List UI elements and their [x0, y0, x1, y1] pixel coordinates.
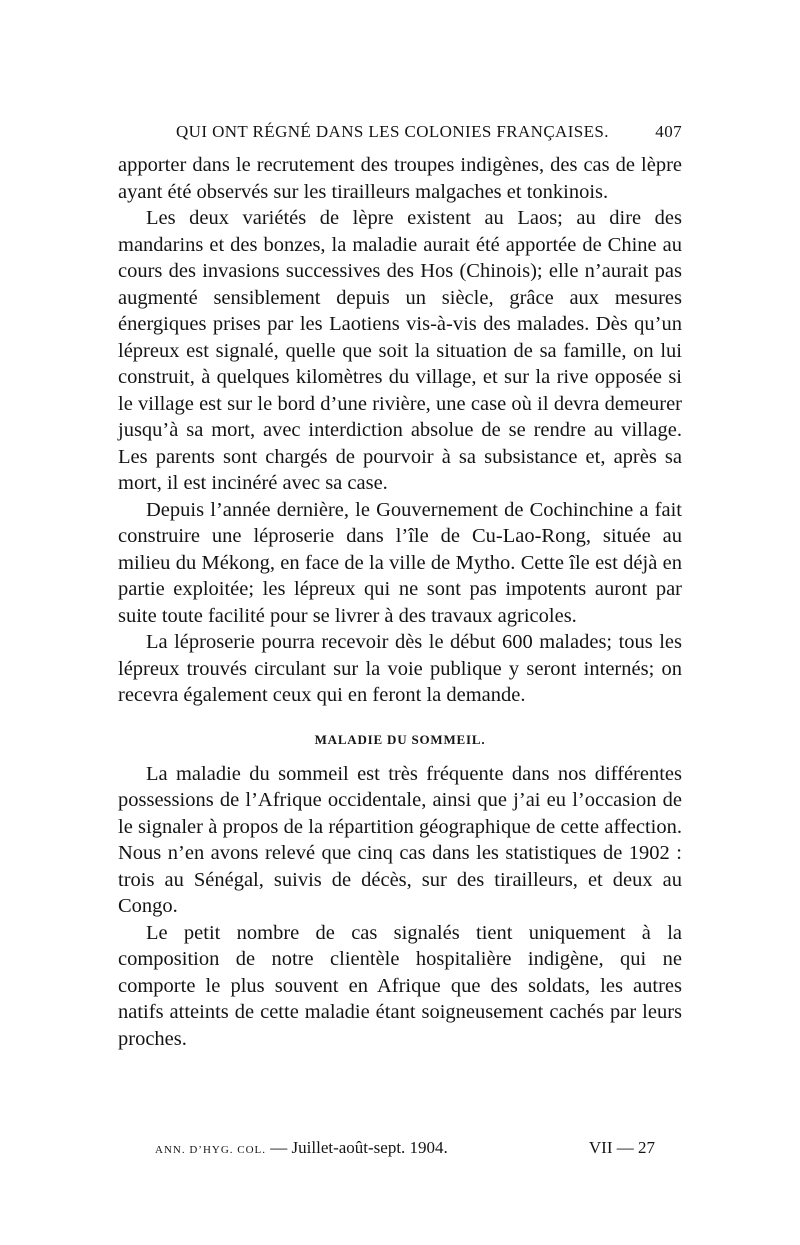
section-heading: MALADIE DU SOMMEIL.: [314, 731, 486, 747]
footer-journal: [155, 1138, 448, 1158]
footer-journal-abbrev: ANN. D’HYG. COL.: [155, 1144, 267, 1156]
paragraph-laos: Les deux variétés de lèpre existent au Laos; au dire des mandarins et des bonzes, la maladie aurait été apportée de Chine au cours des invasions successives des Hos (Chinois); elle n’aurait pas augmenté sensiblement depuis un siècle, grâce aux mesures énergiques prises par les Laotiens vis-à-vis des malades. Dès qu’un lépreux est signalé, quelle que soit la situation de sa famille, on lui construit, à quelques kilomètres du village, et sur la rive opposée si le village est sur le bord d’une rivière, une case où il devra demeurer jusqu’à sa mort, avec interdiction absolue de se rendre au village. Les parents sont chargés de pourvoir à sa subsistance et, après sa mort, il est incinéré avec sa case.: [118, 207, 682, 494]
running-head: [118, 118, 682, 146]
page-footer: [155, 1136, 655, 1162]
paragraph-sommeil-frequence: La maladie du sommeil est très fréquente dans nos différentes possessions de l’Afrique occidentale, ainsi que j’ai eu l’occasion de le signaler à propos de la répartition géographique de cette affection. Nous n’en avons relevé que cinq cas dans les statistiques de 1902 : trois au Sénégal, suivis de décès, sur des tirailleurs, et deux au Congo.: [118, 762, 682, 917]
page-number: 407: [655, 122, 682, 141]
body-text: [118, 152, 682, 1052]
paragraph-leproserie: La léproserie pourra recevoir dès le début 600 malades; tous les lépreux trouvés circulant sur la voie publique y seront internés; on recevra également ceux qui en feront la demande.: [118, 631, 682, 706]
paragraph-continuation: apporter dans le recrutement des troupes indigènes, des cas de lèpre ayant été observés sur les tirailleurs malgaches et tonkinois.: [118, 154, 682, 203]
paragraph-cochinchine: Depuis l’année dernière, le Gouvernement de Cochinchine a fait construire une léproserie dans l’île de Cu-Lao-Rong, située au milieu du Mékong, en face de la ville de Mytho. Cette île est déjà en partie exploitée; les lépreux qui ne sont pas impotents auront par suite toute facilité pour se livrer à des travaux agricoles.: [118, 498, 682, 627]
footer-signature: VII — 27: [588, 1138, 655, 1157]
footer-issue: — Juillet-août-sept. 1904.: [270, 1138, 448, 1157]
paragraph-sommeil-cas: Le petit nombre de cas signalés tient uniquement à la composition de notre clientèle hospitalière indigène, qui ne comporte le plus souvent en Afrique que des soldats, les autres natifs atteints de cette maladie étant soigneusement cachés par leurs proches.: [118, 921, 682, 1050]
running-head-title: QUI ONT RÉGNÉ DANS LES COLONIES FRANÇAISES.: [176, 122, 609, 141]
